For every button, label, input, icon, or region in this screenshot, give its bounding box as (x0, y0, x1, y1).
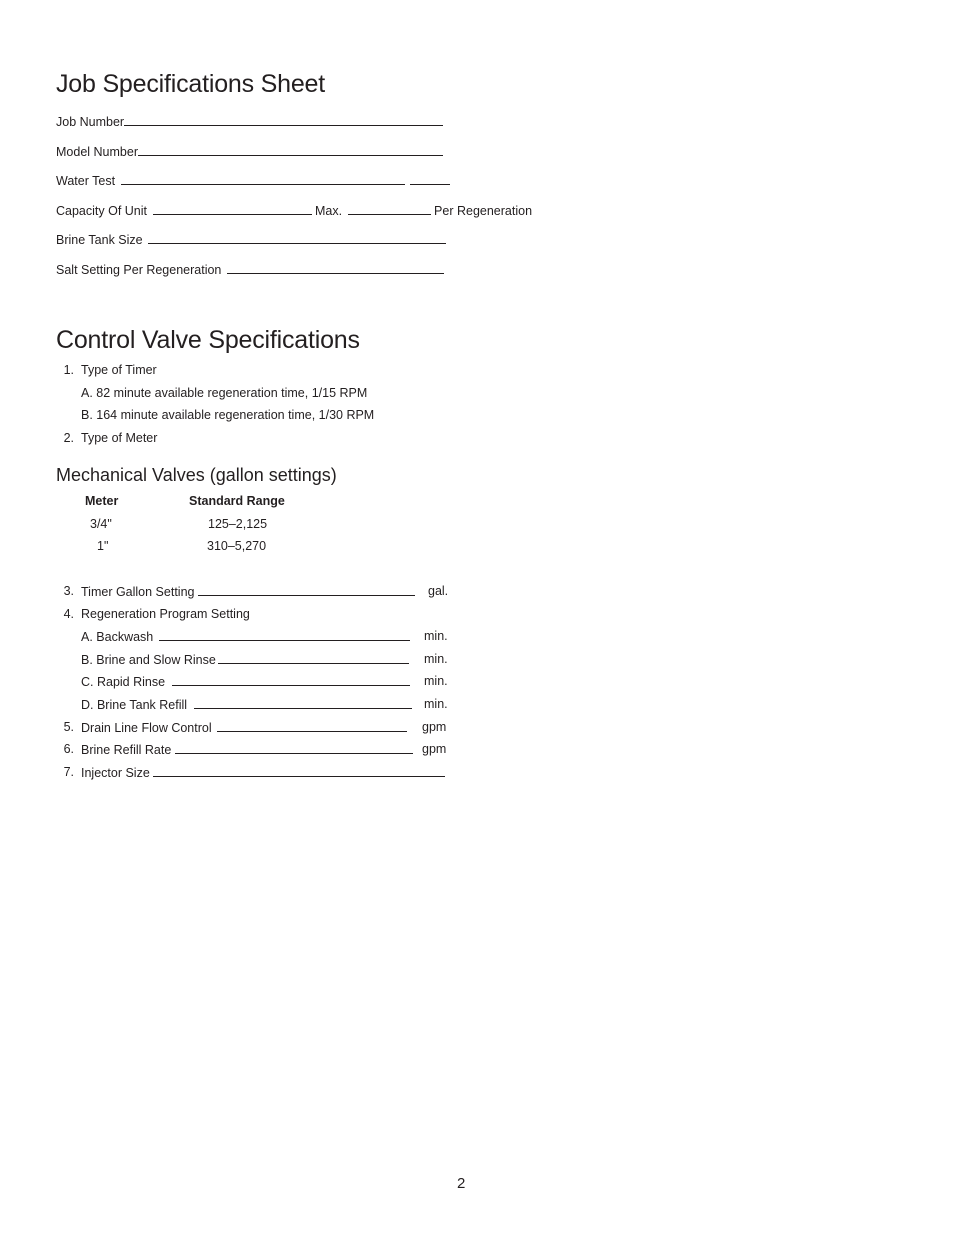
range-value: 310–5,270 (207, 539, 267, 553)
max-label: Max. (314, 204, 343, 218)
model-number-line (138, 143, 443, 156)
brine-refill-rate-label: Brine Refill Rate (81, 743, 172, 757)
rapid-rinse-label: C. Rapid Rinse (81, 675, 166, 689)
brine-tank-size-field[interactable] (56, 231, 446, 248)
meter-value: 1" (97, 539, 109, 553)
regeneration-program-label: Regeneration Program Setting (81, 607, 250, 621)
item-number: 6. (63, 742, 74, 756)
drain-line-flow-line (217, 719, 407, 732)
control-valve-title: Control Valve Specifications (56, 326, 360, 354)
page-title: Job Specifications Sheet (56, 70, 325, 98)
salt-setting-line (227, 261, 444, 274)
brine-tank-size-line (148, 231, 446, 244)
job-number-line (124, 113, 443, 126)
meter-header: Meter (85, 494, 119, 508)
timer-gallon-setting-label: Timer Gallon Setting (81, 585, 195, 599)
job-number-label: Job Number (56, 115, 125, 129)
brine-slow-rinse-label: B. Brine and Slow Rinse (81, 653, 216, 667)
rapid-rinse-field[interactable] (81, 673, 461, 690)
rapid-rinse-line (172, 673, 410, 686)
mechanical-valves-title: Mechanical Valves (gallon settings) (56, 465, 337, 485)
capacity-label: Capacity Of Unit (56, 204, 148, 218)
capacity-field[interactable] (56, 202, 532, 219)
type-of-timer-label: Type of Timer (81, 363, 157, 377)
timer-option-b: B. 164 minute available regeneration time, 1/30 RPM (81, 408, 375, 422)
item-number: 1. (63, 363, 74, 377)
type-of-meter-label: Type of Meter (81, 431, 158, 445)
minutes-unit: min. (424, 629, 448, 643)
backwash-field[interactable] (81, 628, 461, 645)
item-number: 7. (63, 765, 74, 779)
brine-tank-refill-field[interactable] (81, 696, 461, 713)
minutes-unit: min. (424, 652, 448, 666)
brine-refill-rate-line (175, 741, 413, 754)
gallon-unit: gal. (428, 584, 449, 598)
water-test-line (121, 172, 405, 185)
brine-tank-refill-label: D. Brine Tank Refill (81, 698, 188, 712)
model-number-label: Model Number (56, 145, 138, 159)
injector-size-label: Injector Size (81, 766, 150, 780)
backwash-label: A. Backwash (81, 630, 154, 644)
gpm-unit: gpm (422, 742, 447, 756)
timer-gallon-line (198, 583, 415, 596)
drain-line-flow-label: Drain Line Flow Control (81, 721, 212, 735)
brine-tank-size-label: Brine Tank Size (56, 233, 143, 247)
minutes-unit: min. (424, 674, 448, 688)
item-number: 4. (63, 607, 74, 621)
water-test-field[interactable] (56, 172, 450, 189)
capacity-line (153, 202, 312, 215)
salt-setting-field[interactable] (56, 261, 444, 278)
item-number: 2. (63, 431, 74, 445)
standard-range-header: Standard Range (189, 494, 285, 508)
brine-slow-rinse-field[interactable] (81, 651, 461, 668)
item-number: 5. (63, 720, 74, 734)
max-line (348, 202, 431, 215)
per-regeneration-label: Per Regeneration (434, 204, 533, 218)
brine-slow-rinse-line (218, 651, 409, 664)
brine-tank-refill-line (194, 696, 412, 709)
range-value: 125–2,125 (208, 517, 268, 531)
meter-value: 3/4" (90, 517, 112, 531)
model-number-field[interactable] (56, 143, 443, 160)
page-number: 2 (457, 1175, 466, 1192)
injector-size-line (153, 764, 445, 777)
job-number-field[interactable] (56, 113, 443, 130)
item-number: 3. (63, 584, 74, 598)
water-test-label: Water Test (56, 174, 116, 188)
water-test-unit-line (410, 172, 450, 185)
backwash-line (159, 628, 410, 641)
gpm-unit: gpm (422, 720, 447, 734)
minutes-unit: min. (424, 697, 448, 711)
salt-setting-label: Salt Setting Per Regeneration (56, 263, 222, 277)
timer-option-a: A. 82 minute available regeneration time, 1/15 RPM (81, 386, 368, 400)
